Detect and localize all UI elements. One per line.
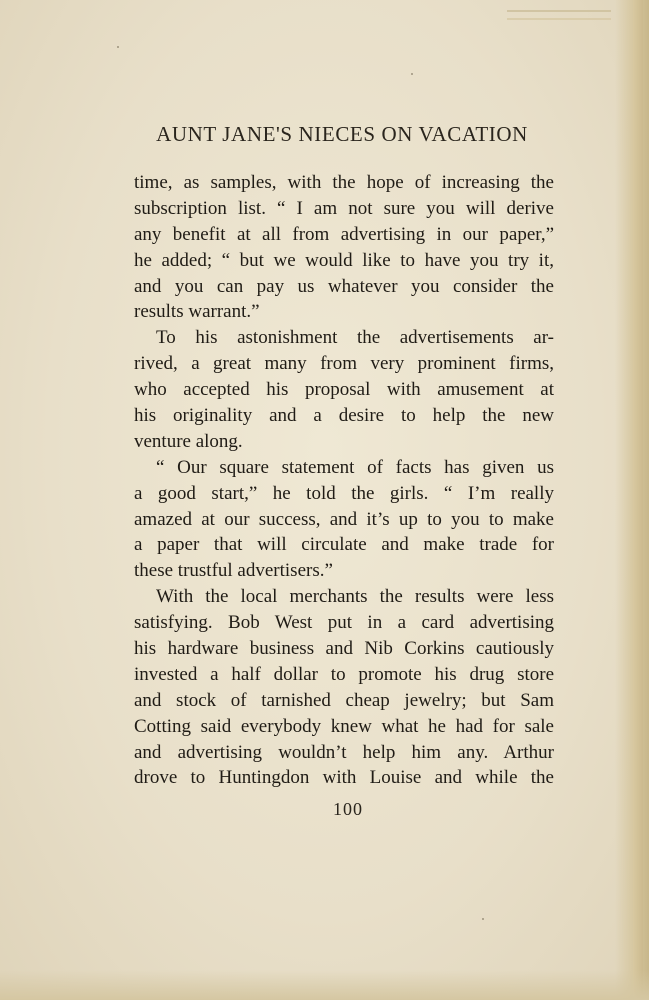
text-line: time, as samples, with the hope of increasing the bbox=[134, 172, 554, 193]
text-line: any benefit at all from advertising in our paper,” bbox=[134, 223, 554, 245]
text-line: To his astonishment the advertisements ar- bbox=[156, 327, 554, 349]
body-text bbox=[134, 170, 554, 791]
paper-speck bbox=[411, 73, 413, 75]
text-line: venture along. bbox=[134, 430, 243, 452]
text-line: drove to Huntingdon with Louise and while the bbox=[134, 767, 554, 789]
text-line: his originality and a desire to help the new bbox=[134, 405, 554, 427]
text-line: his hardware business and Nib Corkins cautiously bbox=[134, 638, 554, 660]
page-edge-strip bbox=[633, 0, 643, 1000]
text-line: amazed at our success, and it’s up to you to make bbox=[134, 508, 554, 530]
page-edge-shadow bbox=[615, 0, 649, 1000]
page-bottom-shadow bbox=[0, 970, 649, 1000]
text-line: who accepted his proposal with amusement at bbox=[134, 379, 554, 401]
page-number: 100 bbox=[333, 799, 363, 819]
text-line: and advertising wouldn’t help him any. Arthur bbox=[134, 741, 554, 763]
text-line: a good start,” he told the girls. “ I’m really bbox=[134, 482, 554, 504]
text-line: “ Our square statement of facts has given us bbox=[156, 456, 554, 478]
running-head: AUNT JANE'S NIECES ON VACATION bbox=[156, 122, 528, 146]
text-line: With the local merchants the results were less bbox=[156, 586, 554, 608]
text-line: invested a half dollar to promote his drug store bbox=[134, 663, 554, 685]
text-line: he added; “ but we would like to have you try it, bbox=[134, 249, 554, 271]
text-line: and you can pay us whatever you consider the bbox=[134, 275, 554, 297]
text-line: these trustful advertisers.” bbox=[134, 560, 333, 582]
text-line: satisfying. Bob West put in a card advertising bbox=[134, 612, 554, 634]
page-tab-mark bbox=[507, 10, 611, 20]
text-line: subscription list. “ I am not sure you will derive bbox=[134, 197, 554, 219]
text-line: rived, a great many from very prominent firms, bbox=[134, 353, 554, 375]
text-line: and stock of tarnished cheap jewelry; but Sam bbox=[134, 689, 554, 711]
text-line: Cotting said everybody knew what he had for sale bbox=[134, 715, 554, 737]
text-line: a paper that will circulate and make trade for bbox=[134, 534, 554, 556]
text-line: results warrant.” bbox=[134, 301, 260, 323]
paper-speck bbox=[482, 918, 484, 920]
paper-speck bbox=[117, 46, 119, 48]
